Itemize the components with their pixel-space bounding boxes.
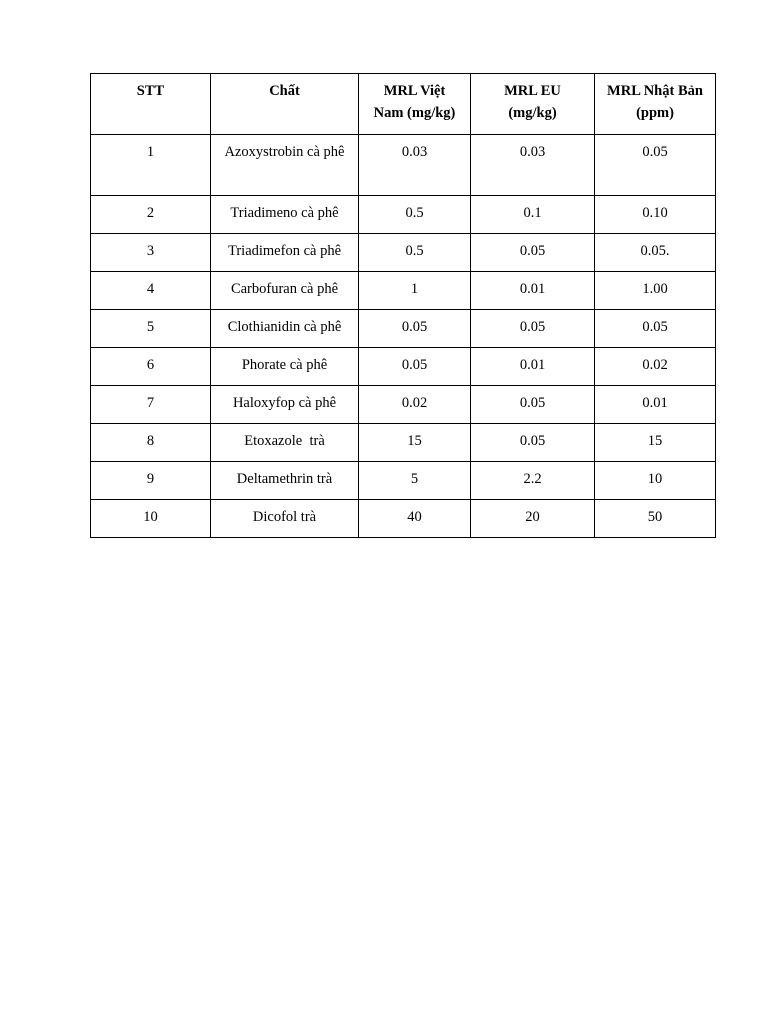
cell-stt: 10 xyxy=(91,500,211,538)
cell-mrl-vietnam: 0.5 xyxy=(359,196,471,234)
cell-chat: Triadimefon cà phê xyxy=(211,234,359,272)
cell-chat: Azoxystrobin cà phê xyxy=(211,135,359,196)
cell-stt: 4 xyxy=(91,272,211,310)
table-row xyxy=(91,424,716,462)
cell-chat: Deltamethrin trà xyxy=(211,462,359,500)
cell-stt: 1 xyxy=(91,135,211,196)
table-row xyxy=(91,348,716,386)
cell-mrl-japan: 0.05 xyxy=(595,310,716,348)
cell-mrl-japan: 0.02 xyxy=(595,348,716,386)
cell-mrl-vietnam: 0.5 xyxy=(359,234,471,272)
cell-stt: 2 xyxy=(91,196,211,234)
cell-chat: Carbofuran cà phê xyxy=(211,272,359,310)
cell-mrl-eu: 0.05 xyxy=(471,424,595,462)
cell-chat: Clothianidin cà phê xyxy=(211,310,359,348)
table-row xyxy=(91,196,716,234)
table-row xyxy=(91,234,716,272)
cell-chat: Triadimeno cà phê xyxy=(211,196,359,234)
cell-stt: 7 xyxy=(91,386,211,424)
cell-mrl-japan: 0.05. xyxy=(595,234,716,272)
table-row xyxy=(91,462,716,500)
cell-stt: 5 xyxy=(91,310,211,348)
cell-mrl-eu: 0.05 xyxy=(471,234,595,272)
cell-stt: 8 xyxy=(91,424,211,462)
mrl-table xyxy=(90,73,716,538)
cell-mrl-vietnam: 1 xyxy=(359,272,471,310)
header-mrl-vietnam: MRL Việt Nam (mg/kg) xyxy=(359,74,471,135)
cell-chat: Haloxyfop cà phê xyxy=(211,386,359,424)
cell-mrl-eu: 0.1 xyxy=(471,196,595,234)
cell-mrl-vietnam: 5 xyxy=(359,462,471,500)
cell-mrl-eu: 0.01 xyxy=(471,348,595,386)
cell-mrl-eu: 0.01 xyxy=(471,272,595,310)
cell-mrl-vietnam: 0.05 xyxy=(359,348,471,386)
cell-mrl-vietnam: 0.05 xyxy=(359,310,471,348)
cell-mrl-japan: 1.00 xyxy=(595,272,716,310)
table-row xyxy=(91,500,716,538)
cell-chat: Etoxazole trà xyxy=(211,424,359,462)
cell-mrl-japan: 0.01 xyxy=(595,386,716,424)
cell-chat: Dicofol trà xyxy=(211,500,359,538)
header-mrl-eu: MRL EU (mg/kg) xyxy=(471,74,595,135)
cell-mrl-eu: 20 xyxy=(471,500,595,538)
header-chat: Chất xyxy=(211,74,359,135)
table-row xyxy=(91,310,716,348)
cell-mrl-japan: 50 xyxy=(595,500,716,538)
header-stt: STT xyxy=(91,74,211,135)
cell-mrl-japan: 15 xyxy=(595,424,716,462)
table-row xyxy=(91,135,716,196)
header-row xyxy=(91,74,716,135)
table-row xyxy=(91,386,716,424)
header-mrl-japan: MRL Nhật Bản (ppm) xyxy=(595,74,716,135)
cell-mrl-japan: 10 xyxy=(595,462,716,500)
cell-mrl-eu: 0.03 xyxy=(471,135,595,196)
cell-mrl-vietnam: 0.02 xyxy=(359,386,471,424)
cell-mrl-vietnam: 40 xyxy=(359,500,471,538)
cell-mrl-eu: 2.2 xyxy=(471,462,595,500)
cell-stt: 3 xyxy=(91,234,211,272)
table-row xyxy=(91,272,716,310)
cell-stt: 9 xyxy=(91,462,211,500)
cell-chat: Phorate cà phê xyxy=(211,348,359,386)
cell-mrl-vietnam: 15 xyxy=(359,424,471,462)
cell-mrl-japan: 0.10 xyxy=(595,196,716,234)
cell-mrl-vietnam: 0.03 xyxy=(359,135,471,196)
cell-mrl-eu: 0.05 xyxy=(471,310,595,348)
cell-stt: 6 xyxy=(91,348,211,386)
cell-mrl-eu: 0.05 xyxy=(471,386,595,424)
cell-mrl-japan: 0.05 xyxy=(595,135,716,196)
